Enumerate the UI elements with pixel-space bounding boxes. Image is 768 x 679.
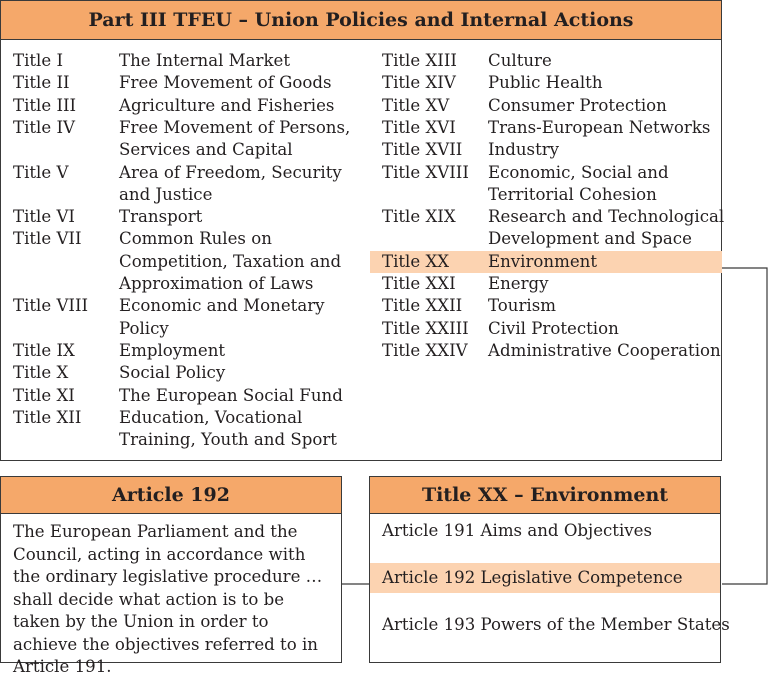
title-name: Administrative Cooperation: [488, 340, 721, 360]
title-name: Area of Freedom, Security: [119, 162, 342, 182]
title-name: Social Policy: [119, 363, 226, 383]
title-entry: [1, 228, 367, 295]
title-number: Title XVIII: [382, 162, 469, 182]
title-entry: [370, 295, 722, 317]
article-row: Article 193 Powers of the Member States: [382, 615, 730, 634]
title-entry: [1, 295, 367, 340]
title-number: Title III: [13, 95, 77, 115]
title-entry: [1, 162, 367, 207]
title-number: Title XVI: [382, 117, 456, 137]
title-name: The Internal Market: [119, 51, 291, 70]
title-number: Title VIII: [13, 296, 89, 316]
title-name: Consumer Protection: [488, 95, 667, 115]
title-entry: [1, 407, 367, 452]
title-number: Title V: [13, 162, 69, 182]
article-row: Article 191 Aims and Objectives: [382, 521, 652, 540]
title-entry: [370, 72, 722, 94]
title-number: Title XIX: [382, 207, 456, 227]
title-entry: [1, 385, 367, 407]
article-row: Article 192 Legislative Competence: [370, 563, 720, 593]
title-entry: [370, 273, 722, 295]
title-name: Tourism: [488, 296, 556, 316]
title-name: Common Rules on: [119, 229, 272, 249]
title-name: Employment: [119, 340, 226, 360]
title-name: Free Movement of Persons,: [119, 117, 351, 137]
title-number: Title IV: [13, 117, 75, 137]
title-name: Culture: [488, 51, 552, 70]
title-xx-box: [369, 476, 730, 663]
title-name: Services and Capital: [119, 140, 293, 160]
title-number: Title XXI: [382, 274, 456, 293]
title-name: Trans-European Networks: [488, 117, 711, 137]
title-entry: [370, 162, 722, 207]
title-name: Training, Youth and Sport: [119, 430, 337, 450]
title-name: Economic, Social and: [488, 162, 669, 182]
title-entry: [370, 117, 722, 139]
title-name: Policy: [119, 318, 169, 338]
article-192-text: The European Parliament and the Council, acting in accordance with the ordinary legislative procedure … shall decide what action is to be taken by the Union in order to achieve the objectives referred to in Article 191.: [13, 522, 323, 676]
title-number: Title XXII: [382, 296, 463, 316]
title-entry: [1, 206, 367, 228]
title-number: Title II: [13, 73, 70, 93]
title-name: Energy: [488, 274, 549, 293]
title-entry: [370, 340, 722, 362]
article-192-title: Article 192: [1, 477, 341, 514]
title-name: Competition, Taxation and: [119, 251, 342, 271]
title-name: and Justice: [119, 184, 213, 204]
title-name: Agriculture and Fisheries: [119, 95, 335, 115]
title-name: Public Health: [488, 73, 603, 93]
title-entry: [370, 139, 722, 161]
title-entry: [1, 72, 367, 94]
titles-list-right: [370, 50, 725, 360]
article-192-box: [0, 476, 342, 676]
title-entry: [1, 50, 367, 72]
title-entry: [1, 362, 367, 384]
title-name: Free Movement of Goods: [119, 73, 332, 93]
title-entry: [370, 50, 722, 72]
title-number: Title XIV: [382, 73, 456, 93]
title-entry: [370, 318, 722, 340]
title-number: Title XVII: [382, 140, 463, 160]
title-number: Title VII: [13, 229, 82, 249]
title-number: Title XIII: [382, 51, 457, 70]
part-iii-title: Part III TFEU – Union Policies and Internal Actions: [1, 1, 721, 40]
title-name: Territorial Cohesion: [488, 184, 657, 204]
title-entry: [370, 95, 722, 117]
title-name: Approximation of Laws: [119, 273, 314, 293]
title-xx-title: Title XX – Environment: [370, 477, 720, 514]
title-number: Title XI: [13, 385, 75, 405]
title-entry: [1, 117, 367, 162]
title-number: Title VI: [13, 207, 75, 227]
title-name: Economic and Monetary: [119, 296, 325, 316]
title-number: Title XV: [382, 95, 450, 115]
title-number: Title I: [13, 51, 64, 70]
title-entry: [370, 251, 722, 273]
title-number: Title XXIV: [382, 340, 468, 360]
title-name: Industry: [488, 140, 560, 160]
title-entry: [1, 340, 367, 362]
title-number: Title X: [13, 363, 69, 383]
title-entry: [1, 95, 367, 117]
title-name: Civil Protection: [488, 318, 619, 338]
title-number: Title XX: [382, 251, 450, 271]
title-entry: [370, 206, 725, 251]
title-name: Development and Space: [488, 229, 692, 249]
titles-list-left: [1, 50, 367, 450]
title-name: Research and Technological: [488, 207, 725, 227]
title-name: Education, Vocational: [119, 407, 303, 427]
title-number: Title XII: [13, 407, 82, 427]
connector-title-xx-to-environment-box: [722, 268, 767, 584]
title-name: Transport: [119, 207, 203, 227]
title-number: Title XXIII: [382, 318, 469, 338]
title-name: Environment: [488, 251, 598, 271]
title-number: Title IX: [13, 340, 75, 360]
title-name: The European Social Fund: [119, 385, 343, 405]
